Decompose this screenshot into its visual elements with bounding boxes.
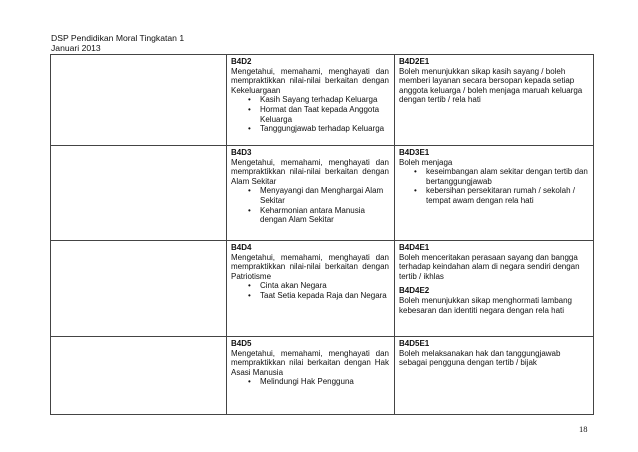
empty-cell (51, 55, 227, 146)
standard-description: Mengetahui, memahami, menghayati dan mempraktikkan nilai-nilai berkaitan dengan Patriotisme (231, 252, 389, 281)
list-item (231, 206, 389, 225)
standard-code: B4D2 (231, 57, 252, 66)
evidence-code: B4D4E2 (399, 286, 430, 296)
list-item (231, 377, 389, 387)
list-item (231, 124, 389, 134)
evidence-text: Boleh menceritakan perasaan sayang dan bangga terhadap keindahan alam di negara sendiri dengan tertib / ikhlas (399, 252, 580, 281)
evidence-code: B4D3E1 (399, 148, 430, 157)
bullet-icon: • (248, 104, 251, 114)
bullet-icon: • (248, 290, 251, 300)
list-item-text: Keharmonian antara Manusia dengan Alam Sekitar (260, 205, 365, 225)
list-item (231, 105, 389, 124)
list-item-text: keseimbangan alam sekitar dengan tertib dan bertanggungjawab (426, 167, 588, 186)
list-item-text: Melindungi Hak Pengguna (260, 377, 354, 387)
table-row (51, 55, 594, 146)
standard-code: B4D5 (231, 339, 252, 348)
standard-description: Mengetahui, memahami, menghayati dan mempraktikkan nilai-nilai berkaitan dengan Alam Sekitar (231, 157, 389, 186)
value-list (231, 186, 389, 224)
value-list (231, 377, 389, 387)
evidence-block (399, 286, 589, 315)
bullet-icon: • (414, 186, 417, 196)
list-item (231, 95, 389, 105)
list-item-text: Tanggungjawab terhadap Keluarga (260, 124, 385, 134)
document-header (51, 33, 184, 53)
standard-cell (227, 241, 395, 337)
value-list (231, 95, 389, 133)
standard-cell (227, 337, 395, 415)
evidence-text: Boleh melaksanakan hak dan tanggungjawab sebagai pengguna dengan tertib / bijak (399, 348, 561, 368)
evidence-cell (395, 337, 594, 415)
standard-cell (227, 55, 395, 146)
list-item (231, 291, 389, 301)
empty-cell (51, 337, 227, 415)
table-row (51, 146, 594, 241)
evidence-list (399, 167, 589, 205)
table-row (51, 241, 594, 337)
evidence-cell (395, 146, 594, 241)
page-number: 18 (579, 424, 588, 434)
list-item-text: Hormat dan Taat kepada Anggota Keluarga (260, 104, 380, 124)
evidence-cell (395, 241, 594, 337)
standard-cell (227, 146, 395, 241)
list-item (231, 281, 389, 291)
list-item (399, 167, 589, 186)
evidence-text: Boleh menunjukkan sikap menghormati lambang kebesaran dan identiti negara dengan rela hati (399, 295, 572, 315)
list-item-text: kebersihan persekitaran rumah / sekolah / tempat awam dengan rela hati (426, 186, 575, 205)
bullet-icon: • (248, 205, 251, 215)
empty-cell (51, 146, 227, 241)
standards-table (50, 54, 594, 415)
evidence-text: Boleh menunjukkan sikap kasih sayang / boleh memberi layanan secara bersopan kepada setiap anggota keluarga / boleh menjaga maruah keluarga dengan tertib / rela hati (399, 66, 583, 105)
standard-code: B4D4 (231, 243, 252, 252)
header-title: DSP Pendidikan Moral Tingkatan 1 (51, 33, 185, 43)
evidence-text: Boleh menjaga (399, 157, 453, 167)
list-item-text: Cinta akan Negara (260, 281, 327, 291)
table-row (51, 337, 594, 415)
bullet-icon: • (248, 377, 251, 387)
bullet-icon: • (248, 281, 251, 291)
bullet-icon: • (414, 167, 417, 177)
value-list (231, 281, 389, 300)
bullet-icon: • (248, 186, 251, 196)
list-item (231, 186, 389, 205)
bullet-icon: • (248, 95, 251, 105)
evidence-code: B4D2E1 (399, 57, 430, 66)
standard-code: B4D3 (231, 148, 252, 157)
evidence-block (399, 148, 589, 206)
header-date: Januari 2013 (51, 43, 101, 53)
evidence-code: B4D5E1 (399, 339, 430, 348)
standard-description: Mengetahui, memahami, menghayati dan mempraktikkan nilai-nilai berkaitan dengan Kekeluargaan (231, 66, 389, 95)
evidence-block (399, 57, 589, 105)
evidence-block (399, 243, 589, 281)
list-item (399, 186, 589, 205)
standard-description: Mengetahui, memahami, menghayati dan mempraktikkan nilai berkaitan dengan Hak Asasi Manusia (231, 348, 389, 377)
bullet-icon: • (248, 124, 251, 134)
evidence-code: B4D4E1 (399, 243, 430, 252)
empty-cell (51, 241, 227, 337)
evidence-block (399, 339, 589, 368)
evidence-cell (395, 55, 594, 146)
list-item-text: Taat Setia kepada Raja dan Negara (260, 290, 387, 300)
list-item-text: Kasih Sayang terhadap Keluarga (260, 95, 378, 105)
list-item-text: Menyayangi dan Menghargai Alam Sekitar (260, 186, 384, 205)
